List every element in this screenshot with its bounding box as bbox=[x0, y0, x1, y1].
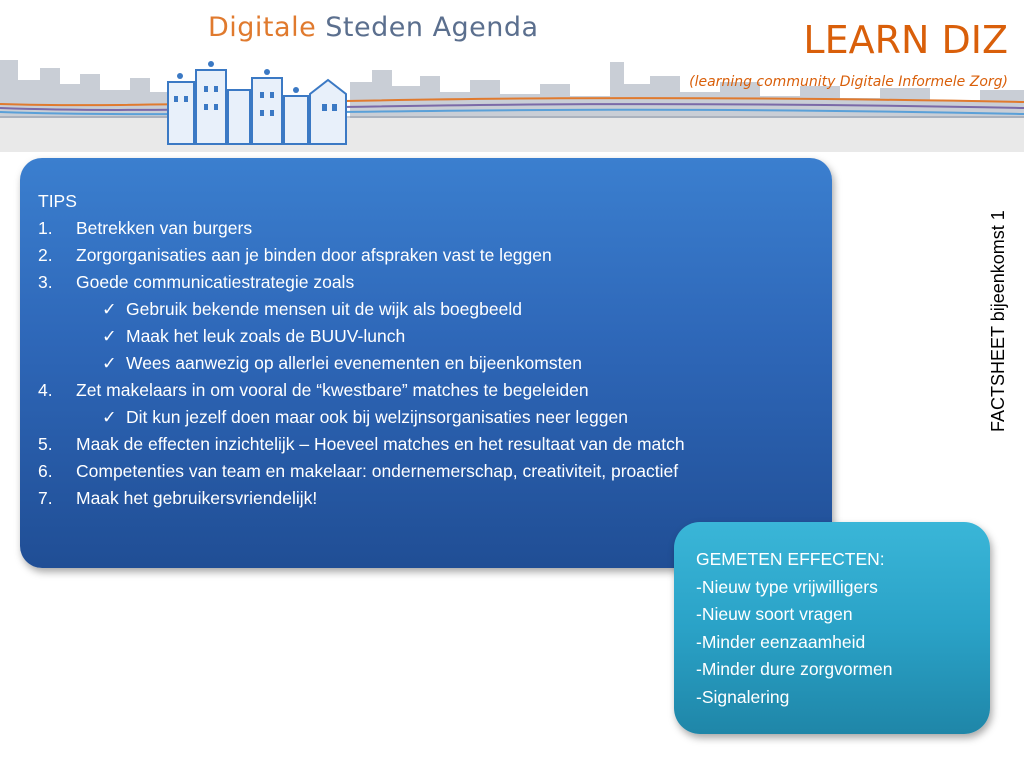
list-number: 6. bbox=[38, 461, 53, 481]
list-number: 3. bbox=[38, 272, 53, 292]
tips-sub-item bbox=[38, 323, 814, 350]
tips-item-text: Gebruik bekende mensen uit de wijk als boegbeeld bbox=[126, 299, 522, 319]
logo-word-digitale: Digitale bbox=[208, 12, 317, 43]
tips-list-item bbox=[38, 242, 814, 269]
tips-sub-item bbox=[38, 350, 814, 377]
digitale-steden-agenda-logo bbox=[208, 12, 539, 43]
effects-list bbox=[696, 574, 970, 712]
effects-list-item: -Signalering bbox=[696, 686, 790, 707]
tips-list-item bbox=[38, 485, 814, 512]
page-title: LEARN DIZ bbox=[803, 18, 1008, 62]
effects-list-item: -Minder dure zorgvormen bbox=[696, 659, 893, 679]
checkmark-icon: ✓ bbox=[102, 353, 117, 373]
checkmark-icon: ✓ bbox=[102, 407, 117, 427]
page-subtitle: (learning community Digitale Informele Zorg) bbox=[689, 74, 1008, 90]
effects-list-item: -Minder eenzaamheid bbox=[696, 631, 866, 652]
measured-effects-panel bbox=[674, 522, 990, 734]
tips-item-text: Maak de effecten inzichtelijk – Hoeveel matches en het resultaat van de match bbox=[76, 434, 685, 454]
tips-list-item bbox=[38, 431, 814, 458]
tips-item-text: Maak het leuk zoals de BUUV-lunch bbox=[126, 326, 406, 346]
checkmark-icon: ✓ bbox=[102, 326, 117, 346]
tips-item-text: Zorgorganisaties aan je binden door afspraken vast te leggen bbox=[76, 245, 552, 265]
factsheet-side-label: FACTSHEET bijeenkomst 1 bbox=[988, 210, 1008, 432]
list-number: 5. bbox=[38, 434, 53, 454]
effects-heading: GEMETEN EFFECTEN: bbox=[696, 549, 885, 569]
tips-item-text: Betrekken van burgers bbox=[76, 218, 253, 238]
logo-word-steden-agenda: Steden Agenda bbox=[325, 12, 539, 43]
tips-list bbox=[38, 215, 814, 512]
tips-item-text: Wees aanwezig op allerlei evenementen en bijeenkomsten bbox=[126, 353, 582, 373]
tips-list-item bbox=[38, 458, 814, 485]
list-number: 2. bbox=[38, 245, 53, 265]
tips-sub-item bbox=[38, 296, 814, 323]
checkmark-icon: ✓ bbox=[102, 299, 117, 319]
effects-list-item: -Nieuw soort vragen bbox=[696, 604, 853, 624]
tips-list-item bbox=[38, 377, 814, 404]
tips-item-text: Competenties van team en makelaar: ondernemerschap, creativiteit, proactief bbox=[76, 461, 679, 481]
header bbox=[0, 0, 1024, 152]
tips-list-item bbox=[38, 269, 814, 296]
tips-heading: TIPS bbox=[38, 191, 77, 211]
tips-item-text: Maak het gebruikersvriendelijk! bbox=[76, 488, 318, 508]
tips-panel bbox=[20, 158, 832, 568]
list-number: 7. bbox=[38, 488, 53, 508]
list-number: 4. bbox=[38, 380, 53, 400]
tips-sub-item bbox=[38, 404, 814, 431]
tips-list-item bbox=[38, 215, 814, 242]
tips-item-text: Goede communicatiestrategie zoals bbox=[76, 272, 355, 292]
tips-item-text: Dit kun jezelf doen maar ook bij welzijnsorganisaties neer leggen bbox=[126, 407, 628, 427]
tips-item-text: Zet makelaars in om vooral de “kwestbare” matches te begeleiden bbox=[76, 380, 589, 400]
list-number: 1. bbox=[38, 218, 53, 238]
effects-list-item: -Nieuw type vrijwilligers bbox=[696, 576, 878, 597]
